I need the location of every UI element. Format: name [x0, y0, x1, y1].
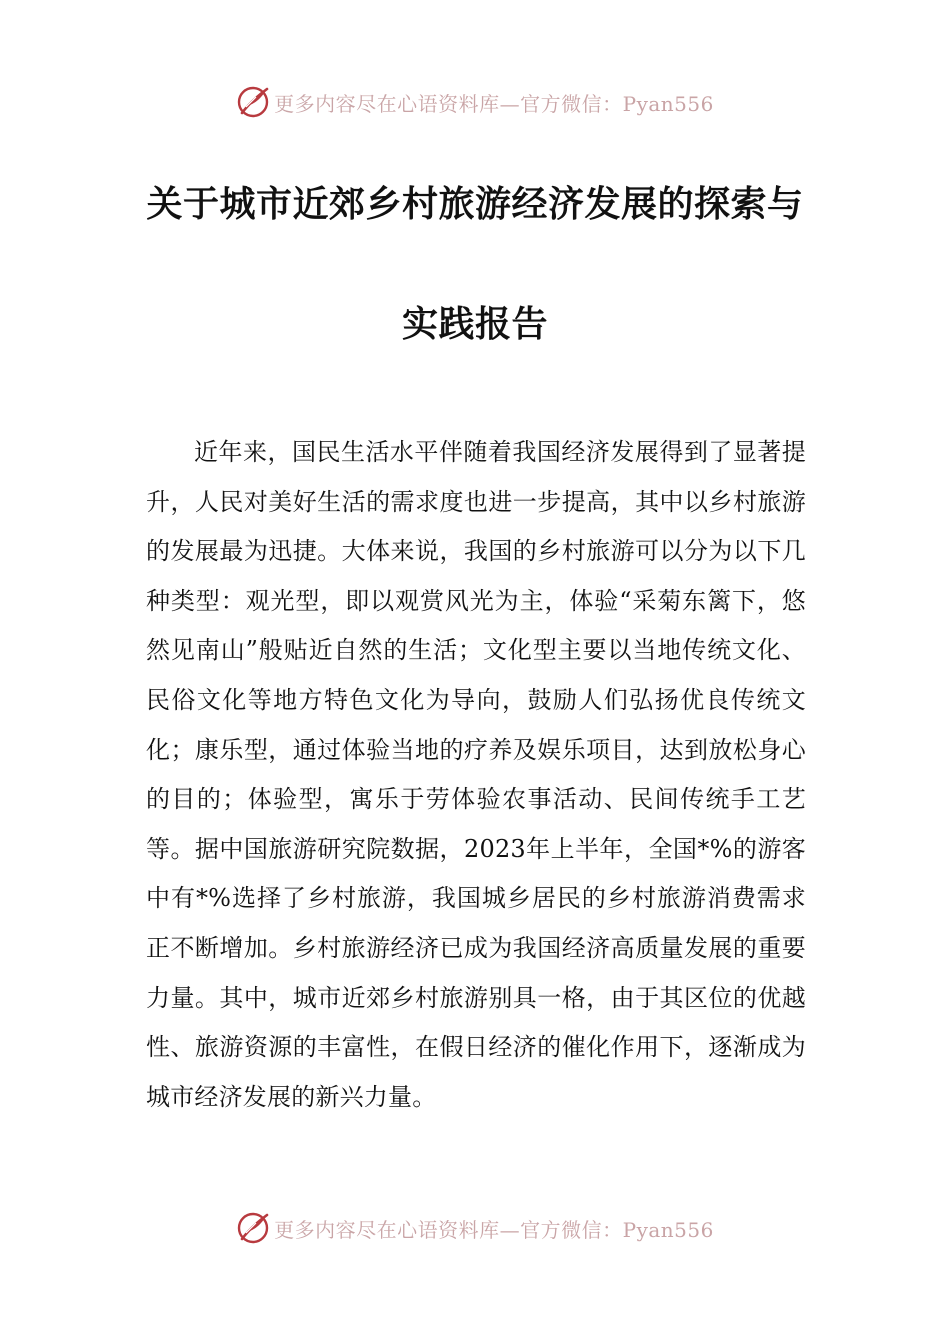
- body-paragraph: 近年来，国民生活水平伴随着我国经济发展得到了显著提升，人民对美好生活的需求度也进一步提高，其中以乡村旅游的发展最为迅捷。大体来说，我国的乡村旅游可以分为以下几种类型：观光型，即以观赏风光为主，体验“采菊东篱下，悠然见南山”般贴近自然的生活；文化型主要以当地传统文化、民俗文化等地方特色文化为导向，鼓励人们弘扬优良传统文化；康乐型，通过体验当地的疗养及娱乐项目，达到放松身心的目的；体验型，寓乐于劳体验农事活动、民间传统手工艺等。据中国旅游研究院数据，2023年上半年，全国*%的游客中有*%选择了乡村旅游，我国城乡居民的乡村旅游消费需求正不断增加。乡村旅游经济已成为我国经济高质量发展的重要力量。其中，城市近郊乡村旅游别具一格，由于其区位的优越性、旅游资源的丰富性，在假日经济的催化作用下，逐渐成为城市经济发展的新兴力量。: [146, 438, 806, 1111]
- watermark-text: 更多内容尽在心语资料库—官方微信：Pyan556: [274, 91, 714, 116]
- watermark-footer: [0, 1208, 950, 1248]
- watermark-text: 更多内容尽在心语资料库—官方微信：Pyan556: [274, 1217, 714, 1242]
- watermark-header: [0, 82, 950, 122]
- document-title-line-1: 关于城市近郊乡村旅游经济发展的探索与: [146, 184, 804, 225]
- feather-pen-logo-icon: [236, 1211, 270, 1245]
- feather-pen-logo-icon: [236, 85, 270, 119]
- document-title-line-2: 实践报告: [401, 304, 548, 345]
